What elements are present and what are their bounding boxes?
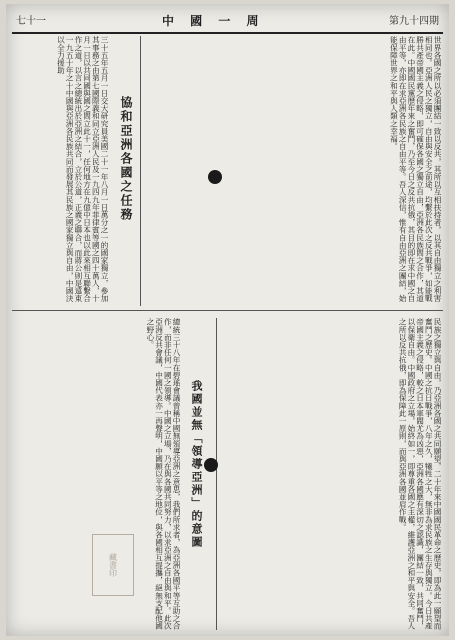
library-stamp: 藏書印	[92, 534, 134, 596]
binding-hole	[204, 458, 218, 472]
article-2-body: 總統三十八年在碧瑤會議曾稱中國無領導亞洲之意思，我們所求者，為亞洲各國平等互助之合作，而非任何一國之領導。中國之立場，乃在與各國共同努力，以求亞洲之自由與和平。此次亞洲反共會議，中國代表亦一再聲明，中國願以平等之地位，與各國相互提攜，絕無支配他國之野心。	[145, 318, 181, 630]
article-bottom-right-body: 民族之獨立與自由，乃亞洲各國之共同願望，二十年來中國國民革命之歷史，即為此一願望而奮鬥之歷史。中國之抗日戰爭，八年之久，犧牲之大，無非為求民族之生存與獨立。今日共產帝國主義之侵略，較之日本軍閥尤為凶惡，亞洲各國應有深切之認識，團結一致，共同奮鬥，以保衛自由。中國政府之立場，始終如一，即尊重各國之主權，維護亞洲之和平與安全。吾人之所以反共抗俄，即為保障此一原則，而與亞洲各國並肩作戰。	[398, 318, 442, 630]
binding-hole	[208, 170, 222, 184]
article-2-headline: 我國並無「領導亞洲」的意圖	[190, 380, 203, 549]
page-number: 七十一	[16, 16, 46, 27]
article-1-headline: 協和亞洲各國之任務	[119, 96, 133, 222]
newspaper-page	[6, 4, 449, 636]
issue-number: 第九十四期	[389, 16, 439, 27]
publication-title: 中 國 一 周	[162, 14, 265, 28]
section-divider	[12, 310, 443, 311]
article-1-body: 三十五年五月一日交大研究員美國二十一年八月一日萬分之一的國家獨立，參加其事務之由第七國際義和同立亞洲人民及一九四九年菲律賓等國之四十萬人，十月一日以共同國與國之間立此十一，任何地方在九億中日本也以此來相互聯繫合作之道，以言之總統出於亞洲之結合，立於公道，正義之聯合，而蔣公則是遠東一九五十年之十中國與亞洲各民族共同而發展其民族之國家獨立與自由，中國決以全力援助	[56, 36, 109, 303]
article-top-right-body: 世界各國之所以必須團結一致以反共，其所以互相扶持者，以其自由獨立之利害相同也。亞洲人民之獨立，自由與安全之前途，均繫於此次之反共戰爭，如能戰勝共產帝國主義之侵略，即可確保各國之獨立自由，亞洲各民族間之合作，其道在此。中國國民黨歷年來之奮鬥，乃至今日之反共抗俄，其目的即在求中國之自由平等，亦即在求亞洲各民族之自由平等。吾人深信，惟有自由亞洲之團結，始能保障世界之和平與人類之幸福。	[389, 36, 442, 303]
column-divider	[140, 36, 141, 306]
masthead	[12, 10, 443, 34]
column-divider	[216, 318, 217, 630]
